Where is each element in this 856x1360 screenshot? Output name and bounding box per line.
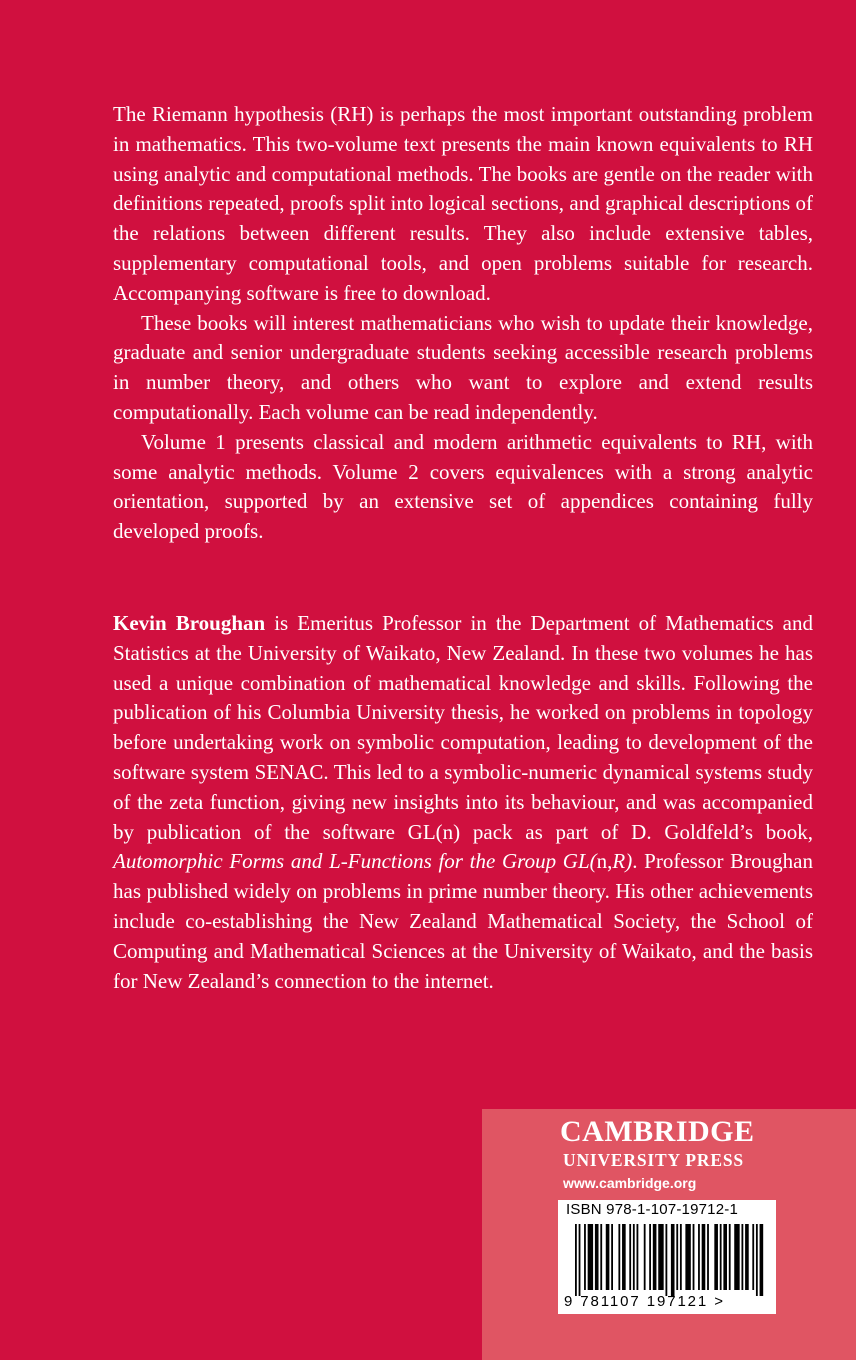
barcode-bar <box>584 1224 586 1290</box>
barcode-bar <box>622 1224 626 1290</box>
barcode-bar <box>734 1224 739 1290</box>
barcode-bar <box>649 1224 651 1290</box>
barcode-digits: 9 781107 197121 > <box>564 1293 725 1310</box>
barcode-bar <box>579 1224 581 1296</box>
barcode-bar <box>729 1224 731 1290</box>
barcode-bar <box>676 1224 678 1290</box>
book-title-part-2: n, <box>596 849 613 874</box>
publisher-url: www.cambridge.org <box>563 1175 697 1191</box>
barcode-bar <box>644 1224 646 1290</box>
barcode-bar <box>595 1224 599 1290</box>
barcode-bar <box>752 1224 754 1290</box>
barcode-bar <box>665 1224 667 1296</box>
barcode-bar <box>756 1224 758 1296</box>
author-bio <box>113 609 813 996</box>
barcode-bar <box>698 1224 700 1290</box>
description-paragraph-2: These books will interest mathematicians who wish to update their knowledge, graduate and senior undergraduate students seeking accessible research problems in number theory, and others who want to explore and extend results computationally. Each volume can be read independently. <box>113 310 813 424</box>
description-paragraph-3: Volume 1 presents classical and modern arithmetic equivalents to RH, with some analytic methods. Volume 2 covers equivalences with a strong analytic orientation, supported by an extensive set of appendices containing fully developed proofs. <box>113 429 813 544</box>
barcode-bar <box>745 1224 749 1290</box>
barcode-bar <box>633 1224 635 1290</box>
barcode-bar <box>600 1224 602 1290</box>
barcode-bar <box>723 1224 727 1290</box>
book-title-part-1: Automorphic Forms and L-Functions for the Group GL( <box>113 849 597 874</box>
bio-text-part-1: is Emeritus Professor in the Department of Mathematics and Statistics at the University of Waikato, New Zealand. In these two volumes he has used a unique combination of mathematical knowledge and skills. Following the publication of his Columbia University thesis, he worked on problems in topology before undertaking work on symbolic computation, leading to development of the software system SENAC. This led to a symbolic-numeric dynamical systems study of the zeta function, giving new insights into its behaviour, and was accompanied by publication of the software GL(n) pack as part of D. Goldfeld’s book, <box>113 611 813 844</box>
barcode-bar <box>680 1224 682 1290</box>
barcode-bar <box>685 1224 690 1290</box>
book-description <box>113 100 813 547</box>
description-paragraph-1: The Riemann hypothesis (RH) is perhaps the most important outstanding problem in mathematics. This two-volume text presents the main known equivalents to RH using analytic and computational methods. The books are gentle on the reader with definitions repeated, proofs split into logical sections, and graphical descriptions of the relations between different results. They also include extensive tables, supplementary computational tools, and open problems suitable for research. Accompanying software is free to download. <box>113 102 813 305</box>
barcode-bar <box>629 1224 631 1290</box>
author-name: Kevin Broughan <box>113 611 266 635</box>
isbn-label: ISBN 978-1-107-19712-1 <box>566 1201 739 1218</box>
book-title-part-3: R) <box>612 849 633 874</box>
barcode-bar <box>671 1224 675 1296</box>
barcode-bar <box>760 1224 764 1296</box>
barcode-bar <box>637 1224 639 1290</box>
barcode-bar <box>588 1224 593 1290</box>
barcode-bar <box>618 1224 620 1290</box>
barcode-bar <box>606 1224 610 1290</box>
barcode-bar <box>611 1224 613 1290</box>
barcode-bar <box>658 1224 663 1290</box>
barcode-icon <box>575 1224 765 1296</box>
publisher-logo-press: UNIVERSITY PRESS <box>563 1150 744 1170</box>
barcode-bar <box>714 1224 718 1290</box>
barcode-bar <box>720 1224 722 1290</box>
barcode-bar <box>693 1224 695 1290</box>
publisher-logo-name: CAMBRIDGE <box>560 1115 755 1148</box>
barcode-bar <box>707 1224 709 1290</box>
barcode-bar <box>741 1224 743 1290</box>
barcode-bar <box>653 1224 657 1290</box>
bio-text-part-2: . Professor Broughan has published widely on problems in prime number theory. His other achievements include co-establishing the New Zealand Mathematical Society, the School of Computing and Mathematical Sciences at the University of Waikato, and the basis for New Zealand’s connection to the internet. <box>113 849 813 993</box>
barcode-bar <box>702 1224 706 1290</box>
barcode-bar <box>575 1224 577 1296</box>
